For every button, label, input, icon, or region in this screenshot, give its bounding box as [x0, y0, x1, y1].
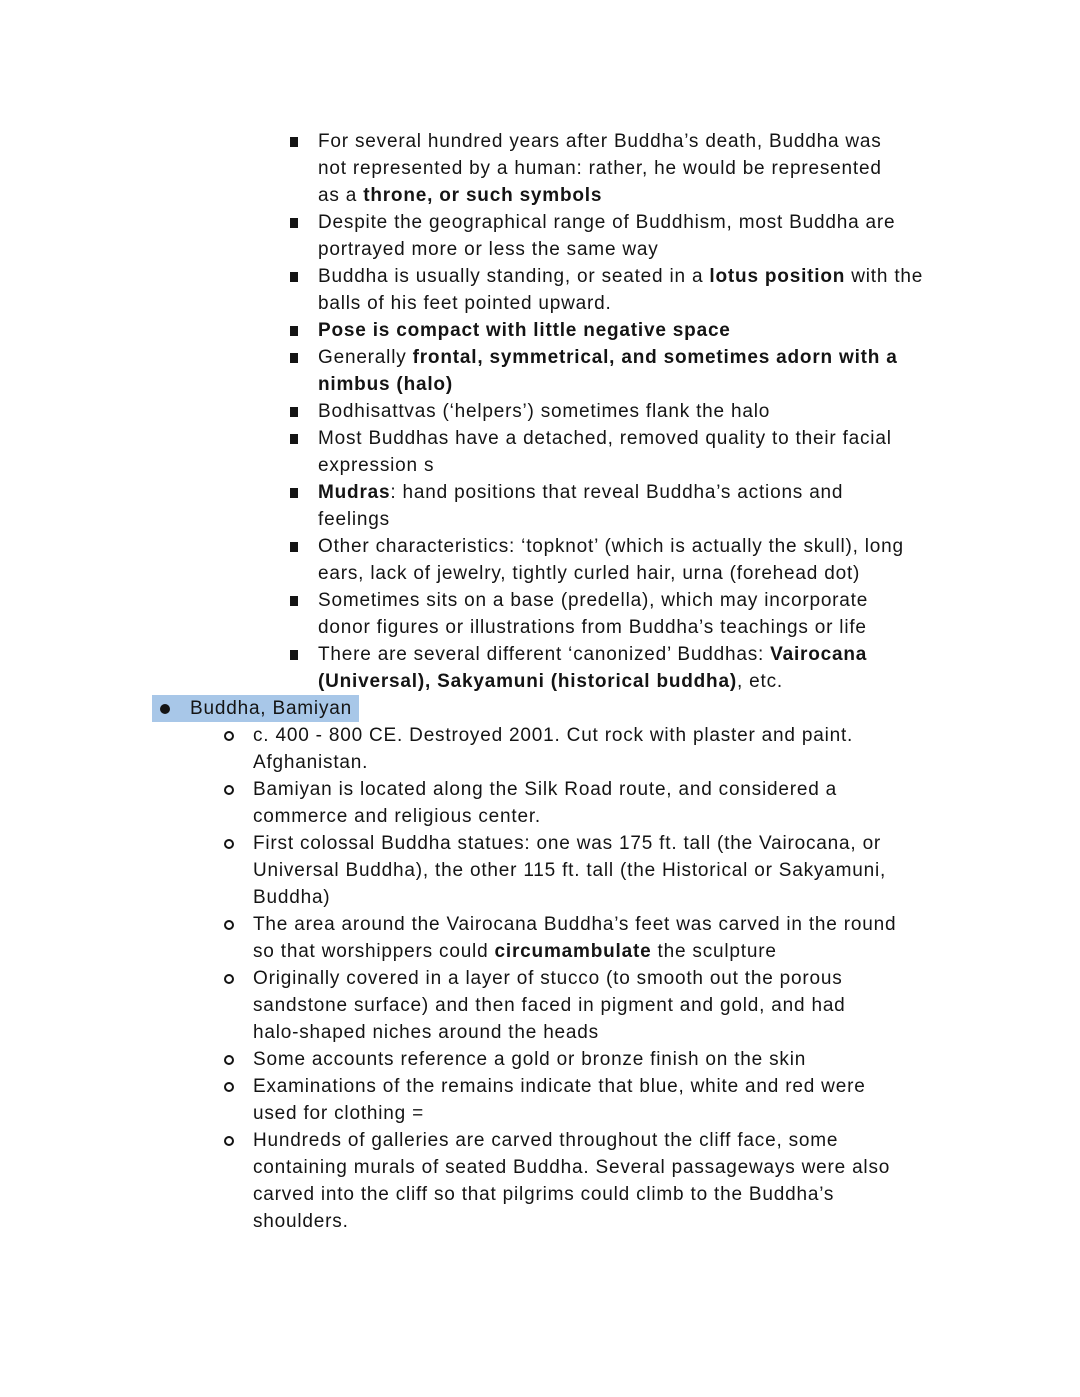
- text-line: [318, 425, 892, 452]
- text-run: balls of his feet pointed upward.: [318, 293, 612, 314]
- circle-bullet-icon: [224, 1073, 253, 1127]
- text-run: Bamiyan is located along the Silk Road route, and considered a: [253, 779, 838, 800]
- square-bullet-icon: [290, 209, 318, 263]
- list-item-text: [318, 263, 923, 317]
- text-line: [318, 209, 895, 236]
- square-bullet-icon: [290, 479, 318, 533]
- text-line: [318, 560, 904, 587]
- text-run: so that worshippers could: [253, 941, 495, 962]
- square-bullet-icon: [290, 425, 318, 479]
- highlighted-list-item-content: [152, 695, 359, 722]
- text-run: Buddha is usually standing, or seated in a: [318, 266, 710, 287]
- text-line: [318, 371, 898, 398]
- list-item-content: [290, 479, 843, 533]
- text-line: [318, 236, 895, 263]
- text-line: [318, 128, 882, 155]
- circle-bullet-glyph: [224, 920, 234, 930]
- square-bullet-icon: [290, 533, 318, 587]
- text-run: halo-shaped niches around the heads: [253, 1022, 599, 1043]
- list-item: [0, 1127, 1080, 1235]
- text-run: Some accounts reference a gold or bronze finish on the skin: [253, 1049, 807, 1070]
- text-run: Buddha): [253, 887, 331, 908]
- list-item: [0, 641, 1080, 695]
- circle-bullet-glyph: [224, 1082, 234, 1092]
- text-run: First colossal Buddha statues: one was 175 ft. tall (the Vairocana, or: [253, 833, 882, 854]
- square-bullet-glyph: [290, 488, 298, 498]
- square-bullet-glyph: [290, 542, 298, 552]
- text-run: donor figures or illustrations from Buddha’s teachings or life: [318, 617, 867, 638]
- text-line: [318, 614, 868, 641]
- list-item-content: [290, 209, 895, 263]
- square-bullet-glyph: [290, 650, 298, 660]
- list-item: [0, 209, 1080, 263]
- list-item-text: [318, 209, 895, 263]
- text-run: carved into the cliff so that pilgrims could climb to the Buddha’s: [253, 1184, 835, 1205]
- text-line: [253, 1019, 846, 1046]
- list-item: [0, 479, 1080, 533]
- bold-text-run: lotus position: [709, 266, 846, 287]
- text-run: , etc.: [736, 671, 783, 692]
- text-run: Generally: [318, 347, 413, 368]
- square-bullet-glyph: [290, 326, 298, 336]
- list-item-content: [290, 641, 867, 695]
- list-item-content: [224, 965, 846, 1046]
- text-line: [253, 938, 896, 965]
- text-line: [318, 533, 904, 560]
- text-line: [318, 155, 882, 182]
- bold-text-run: throne, or such symbols: [363, 185, 603, 206]
- text-line: [253, 911, 896, 938]
- circle-bullet-icon: [224, 1046, 253, 1073]
- square-bullet-icon: [290, 128, 318, 209]
- document-body[interactable]: [0, 128, 1080, 1235]
- bold-text-run: frontal, symmetrical, and sometimes adorn with a: [412, 347, 898, 368]
- square-bullet-icon: [290, 641, 318, 695]
- text-line: [253, 803, 837, 830]
- text-line: [253, 830, 886, 857]
- square-bullet-glyph: [290, 218, 298, 228]
- text-line: [253, 749, 853, 776]
- square-bullet-glyph: [290, 434, 298, 444]
- text-run: c. 400 - 800 CE. Destroyed 2001. Cut rock with plaster and paint.: [253, 725, 854, 746]
- list-item-text: [253, 1073, 866, 1127]
- bold-text-run: (Universal), Sakyamuni (historical buddha): [318, 671, 737, 692]
- text-line: [318, 452, 892, 479]
- bold-text-run: circumambulate: [494, 941, 652, 962]
- circle-bullet-glyph: [224, 731, 234, 741]
- list-item-content: [290, 587, 868, 641]
- square-bullet-icon: [290, 263, 318, 317]
- bold-text-run: Vairocana: [770, 644, 868, 665]
- text-run: Hundreds of galleries are carved throughout the cliff face, some: [253, 1130, 839, 1151]
- list-item-content: [290, 317, 731, 344]
- square-bullet-glyph: [290, 407, 298, 417]
- square-bullet-glyph: [290, 137, 298, 147]
- list-item-text: [318, 425, 892, 479]
- text-run: Other characteristics: ‘topknot’ (which is actually the skull), long: [318, 536, 904, 557]
- text-run: not represented by a human: rather, he would be represented: [318, 158, 882, 179]
- text-line: [253, 1073, 866, 1100]
- list-item-text: [190, 695, 352, 722]
- text-line: [318, 641, 867, 668]
- text-run: : hand positions that reveal Buddha’s actions and: [390, 482, 844, 503]
- list-item: [0, 695, 1080, 722]
- list-item: [0, 533, 1080, 587]
- square-bullet-glyph: [290, 272, 298, 282]
- text-run: commerce and religious center.: [253, 806, 542, 827]
- list-item-content: [290, 533, 904, 587]
- square-bullet-icon: [290, 398, 318, 425]
- list-item-content: [224, 1127, 890, 1235]
- list-item: [0, 587, 1080, 641]
- list-item-text: [253, 1046, 806, 1073]
- text-line: [318, 344, 898, 371]
- text-line: [318, 182, 882, 209]
- list-item-content: [224, 776, 837, 830]
- text-line: [253, 857, 886, 884]
- text-line: [318, 587, 868, 614]
- text-line: [253, 1127, 890, 1154]
- text-run: Examinations of the remains indicate that blue, white and red were: [253, 1076, 866, 1097]
- text-run: Sometimes sits on a base (predella), which may incorporate: [318, 590, 869, 611]
- list-item-content: [224, 1073, 866, 1127]
- text-line: [318, 398, 770, 425]
- square-bullet-glyph: [290, 596, 298, 606]
- list-item-content: [290, 128, 882, 209]
- circle-bullet-glyph: [224, 839, 234, 849]
- square-bullet-icon: [290, 317, 318, 344]
- list-item-content: [224, 911, 896, 965]
- text-run: used for clothing =: [253, 1103, 424, 1124]
- list-item-text: [318, 317, 731, 344]
- list-item: [0, 1046, 1080, 1073]
- list-item-text: [253, 776, 837, 830]
- circle-bullet-glyph: [224, 974, 234, 984]
- text-line: [253, 1100, 866, 1127]
- text-run: Buddha, Bamiyan: [190, 698, 352, 719]
- list-item-text: [318, 398, 770, 425]
- disc-bullet-icon: [160, 695, 190, 722]
- circle-bullet-icon: [224, 965, 253, 1046]
- list-item: [0, 1073, 1080, 1127]
- list-item-text: [253, 911, 896, 965]
- list-item-content: [290, 344, 898, 398]
- circle-bullet-icon: [224, 830, 253, 911]
- list-item: [0, 722, 1080, 776]
- text-run: with the: [845, 266, 924, 287]
- text-line: [318, 506, 843, 533]
- text-run: expression s: [318, 455, 435, 476]
- text-run: Universal Buddha), the other 115 ft. tall (the Historical or Sakyamuni,: [253, 860, 887, 881]
- circle-bullet-icon: [224, 911, 253, 965]
- list-item-text: [318, 344, 898, 398]
- square-bullet-glyph: [290, 353, 298, 363]
- text-run: portrayed more or less the same way: [318, 239, 659, 260]
- text-line: [318, 263, 923, 290]
- circle-bullet-glyph: [224, 785, 234, 795]
- circle-bullet-icon: [224, 1127, 253, 1235]
- text-line: [318, 317, 731, 344]
- text-line: [253, 1208, 890, 1235]
- list-item-text: [253, 722, 853, 776]
- text-line: [190, 695, 352, 722]
- text-line: [253, 722, 853, 749]
- list-item-content: [224, 1046, 806, 1073]
- text-run: There are several different ‘canonized’ Buddhas:: [318, 644, 771, 665]
- list-item-text: [253, 1127, 890, 1235]
- list-item-text: [318, 479, 843, 533]
- text-run: Afghanistan.: [253, 752, 369, 773]
- text-line: [253, 884, 886, 911]
- square-bullet-icon: [290, 344, 318, 398]
- text-line: [253, 1181, 890, 1208]
- list-item: [0, 398, 1080, 425]
- circle-bullet-icon: [224, 776, 253, 830]
- list-item: [0, 965, 1080, 1046]
- circle-bullet-icon: [224, 722, 253, 776]
- list-item-text: [253, 965, 846, 1046]
- text-line: [253, 776, 837, 803]
- list-item: [0, 344, 1080, 398]
- list-item-content: [290, 398, 770, 425]
- text-run: the sculpture: [651, 941, 777, 962]
- list-item: [0, 317, 1080, 344]
- bold-text-run: Mudras: [318, 482, 391, 503]
- list-item-content: [224, 722, 853, 776]
- text-run: ears, lack of jewelry, tightly curled hair, urna (forehead dot): [318, 563, 861, 584]
- text-run: Bodhisattvas (‘helpers’) sometimes flank the halo: [318, 401, 771, 422]
- list-item-content: [290, 263, 923, 317]
- disc-bullet-glyph: [160, 704, 170, 714]
- list-item-text: [318, 128, 882, 209]
- circle-bullet-glyph: [224, 1136, 234, 1146]
- text-line: [318, 668, 867, 695]
- list-item-text: [253, 830, 886, 911]
- text-run: containing murals of seated Buddha. Several passageways were also: [253, 1157, 891, 1178]
- text-run: Most Buddhas have a detached, removed quality to their facial: [318, 428, 892, 449]
- square-bullet-icon: [290, 587, 318, 641]
- text-run: feelings: [318, 509, 390, 530]
- text-line: [318, 290, 923, 317]
- list-item-text: [318, 533, 904, 587]
- text-run: The area around the Vairocana Buddha’s feet was carved in the round: [253, 914, 897, 935]
- text-run: Despite the geographical range of Buddhism, most Buddha are: [318, 212, 896, 233]
- text-line: [253, 1154, 890, 1181]
- text-run: shoulders.: [253, 1211, 349, 1232]
- list-item: [0, 776, 1080, 830]
- list-item: [0, 128, 1080, 209]
- text-run: For several hundred years after Buddha’s death, Buddha was: [318, 131, 882, 152]
- list-item: [0, 263, 1080, 317]
- text-line: [253, 1046, 806, 1073]
- list-item-content: [290, 425, 892, 479]
- text-run: as a: [318, 185, 364, 206]
- text-line: [318, 479, 843, 506]
- bold-text-run: Pose is compact with little negative space: [318, 320, 731, 341]
- list-item: [0, 830, 1080, 911]
- list-item: [0, 425, 1080, 479]
- list-item-text: [318, 641, 867, 695]
- text-line: [253, 965, 846, 992]
- list-item-text: [318, 587, 868, 641]
- text-run: sandstone surface) and then faced in pigment and gold, and had: [253, 995, 846, 1016]
- circle-bullet-glyph: [224, 1055, 234, 1065]
- text-line: [253, 992, 846, 1019]
- text-run: Originally covered in a layer of stucco (to smooth out the porous: [253, 968, 843, 989]
- list-item-content: [224, 830, 886, 911]
- list-item: [0, 911, 1080, 965]
- bold-text-run: nimbus (halo): [318, 374, 453, 395]
